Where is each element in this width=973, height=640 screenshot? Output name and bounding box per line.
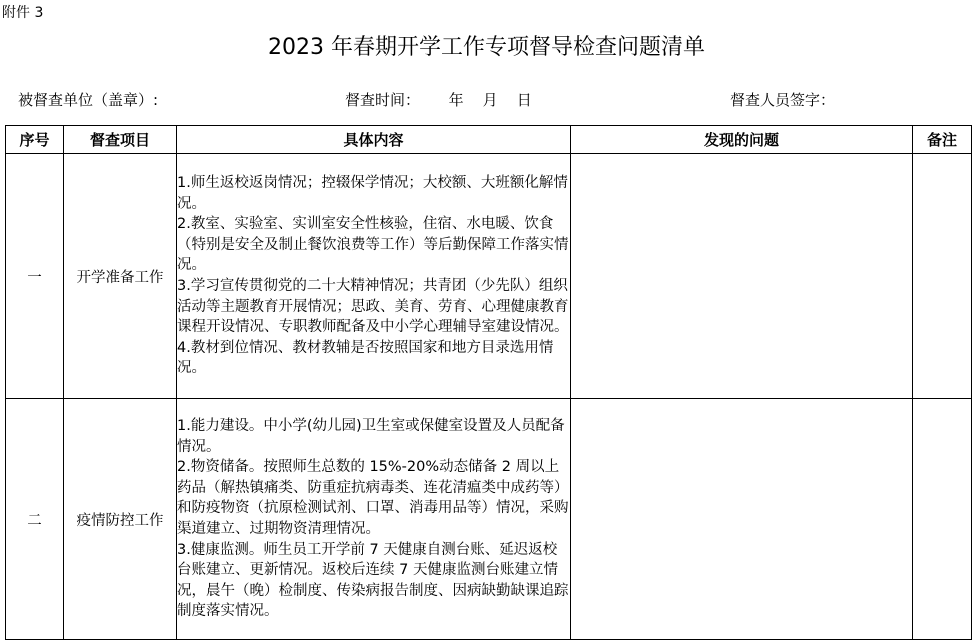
issue-list-table [5, 125, 972, 640]
inspected-unit-label: 被督查单位（盖章）: [18, 91, 159, 109]
content-cell [177, 399, 571, 640]
content-line: 1.能力建设。中小学(幼儿园)卫生室或保健室设置及人员配备情况。 [177, 418, 565, 455]
header-inspection-item: 督查项目 [64, 126, 177, 154]
inspection-item: 疫情防控工作 [64, 399, 177, 640]
content-line: 3.学习宣传贯彻党的二十大精神情况；共青团（少先队）组织活动等主题教育开展情况；思政、美育、劳育、心理健康教育课程开设情况、专职教师配备及中小学心理辅导室建设情况。 [177, 278, 569, 336]
content-line: 3.健康监测。师生员工开学前 7 天健康自测台账、延迟返校台账建立、更新情况。返校后连续 7 天健康监测台账建立情况，晨午（晚）检制度、传染病报告制度、因病缺勤缺课追踪制度落实情况。 [177, 541, 569, 620]
table-row [6, 399, 972, 640]
content-line: 2.教室、实验室、实训室安全性核验，住宿、水电暖、饮食（特别是安全及制止餐饮浪费等工作）等后勤保障工作落实情况。 [177, 216, 569, 274]
attachment-label: 附件 3 [2, 5, 44, 21]
content-line: 2.物资储备。按照师生总数的 15%-20%动态储备 2 周以上药品（解热镇痛类、防重症抗病毒类、连花清瘟类中成药等）和防疫物资（抗原检测试剂、口罩、消毒用品等）情况，采购渠道建立、过期物资清理情况。 [177, 459, 569, 537]
inspection-item: 开学准备工作 [64, 154, 177, 399]
content-cell [177, 154, 571, 399]
header-specific-content: 具体内容 [177, 126, 571, 154]
header-serial-number: 序号 [6, 126, 64, 154]
content-line: 4.教材到位情况、教材教辅是否按照国家和地方目录选用情况。 [177, 339, 554, 377]
remarks-cell[interactable] [913, 154, 972, 399]
inspection-time-label: 督查时间： 年 月 日 [345, 91, 532, 109]
row-number: 一 [6, 154, 64, 399]
issues-found-cell[interactable] [571, 154, 913, 399]
row-number: 二 [6, 399, 64, 640]
document-title: 2023 年春期开学工作专项督导检查问题清单 [268, 35, 705, 60]
table-row [6, 154, 972, 399]
issues-found-cell[interactable] [571, 399, 913, 640]
header-issues-found: 发现的问题 [571, 126, 913, 154]
remarks-cell[interactable] [913, 399, 972, 640]
inspector-signature-label: 督查人员签字： [730, 91, 836, 109]
content-line: 1.师生返校返岗情况；控辍保学情况；大校额、大班额化解情况。 [177, 175, 568, 212]
header-remarks: 备注 [913, 126, 972, 154]
table-header-row [6, 126, 972, 154]
